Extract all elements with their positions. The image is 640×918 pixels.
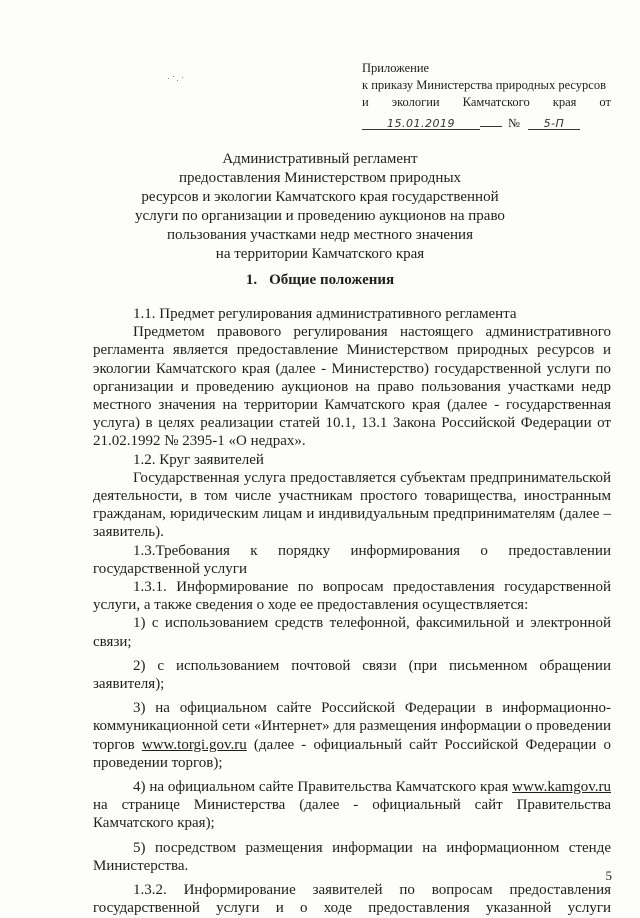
list-item-4: 4) на официальном сайте Правительства Камчатского края www.kamgov.ru на странице Министерства (далее - официальный сайт Правительства Камчатского края); [93,779,611,832]
appendix-block [362,60,611,132]
paragraph-1-2: 1.2. Круг заявителей [133,451,264,468]
appendix-ministry-line: и экологии Камчатского края от [362,95,611,109]
list-item-2: 2) с использованием почтовой связи (при письменном обращении заявителя); [93,657,611,693]
paragraph-1-3-1: 1.3.1. Информирование по вопросам предоставления государственной услуги, а также сведения о ходе ее предоставления осуществляется: [93,579,611,614]
torgi-link[interactable]: www.torgi.gov.ru [141,736,247,753]
appendix-date-number [362,112,611,132]
document-title: Административный регламент предоставления Министерством природных ресурсов и экологии Камчатского края государственной услуги по организации и проведению аукционов на право пользования участками недр местного значения на территории Камчатского края [135,151,505,262]
list-item-5: 5) посредством размещения информации на информационном стенде Министерства. [93,839,611,874]
paragraph-applicants: Государственная услуга предоставляется субъектам предпринимательской деятельности, в том числе участникам простого товарищества, иностранным гражданам, юридическим лицам и индивидуальным предпринимателям (далее – заявитель). [93,469,611,541]
scan-speckles [168,76,186,86]
list-item-3: 3) на официальном сайте Российской Федерации в информационно-коммуникационной сети «Интернет» для размещения информации о проведении торгов www.torgi.gov.ru (далее - официальный сайт Российской Федерации о проведении торгов); [93,700,612,771]
kamgov-link[interactable]: www.kamgov.ru [512,779,611,796]
handwritten-number: 5-П [528,115,580,130]
page-number: 5 [605,868,612,883]
document-body [93,305,611,918]
paragraph-1-1: 1.1. Предмет регулирования административного регламента [133,306,517,322]
handwritten-date: 15.01.2019 [362,115,480,130]
paragraph-1-3-2: 1.3.2. Информирование заявителей по вопросам предоставления государственной услуги и о ходе предоставления указанной услуги [93,882,611,917]
appendix-label: Приложение [362,61,430,75]
paragraph-1-3: 1.3.Требования к порядку информирования о предоставлении государственной услуги [93,542,611,577]
list-item-1: 1) с использованием средств телефонной, факсимильной и электронной связи; [93,615,611,650]
section-heading: 1. Общие положения [245,272,395,288]
appendix-order-line: к приказу Министерства природных ресурсов [362,78,607,92]
number-sign: № [508,116,520,130]
paragraph-subject: Предметом правового регулирования настоящего административного регламента является предоставление Министерством природных ресурсов и экологии Камчатского края (далее - Министерство) государственной услуги по организации и проведению аукционов на право пользования участками недр местного значения на территории Камчатского края (далее - государственная услуга) в целях реализации статей 10.1, 13.1 Закона Российской Федерации от 21.02.1992 № 2395-1 «О недрах». [93,324,611,450]
